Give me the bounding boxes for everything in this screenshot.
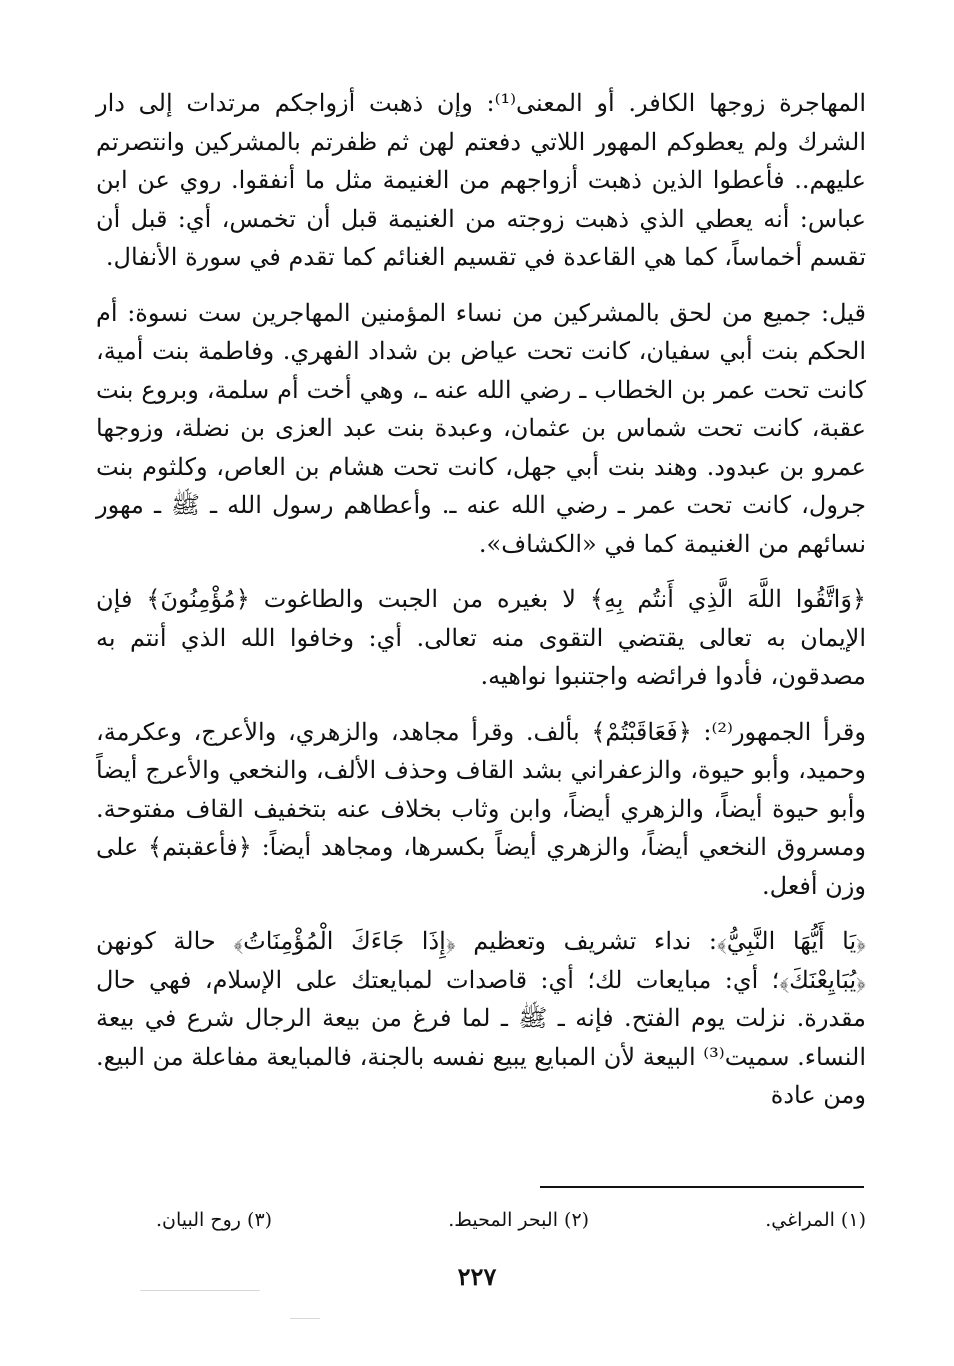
page-number: ٢٢٧	[457, 1262, 497, 1291]
paragraph-1: المهاجرة زوجها الكافر. أو المعنى⁽¹⁾: وإن ذهبت أزواجكم مرتدات إلى دار الشرك ولم يعطوكم المهور اللاتي دفعتم لهن ثم ظفرتم بالمشركين وانتصرتم عليهم.. فأعطوا الذين ذهبت أزواجهم من الغنيمة مثل ما أنفقوا. روي عن ابن عباس: أنه يعطي الذي ذهبت زوجته من الغنيمة قبل أن تخمس، أي: قبل أن تقسم أخماساً، كما هي القاعدة في تقسيم الغنائم كما تقدم في سورة الأنفال.	[96, 89, 867, 271]
paragraph-5: ﴿يَا أَيُّهَا النَّبِيُّ﴾: نداء تشريف وتعظيم ﴿إِذَا جَاءَكَ الْمُؤْمِنَاتُ﴾ حالة كونهن ﴿يُبَايِعْنَكَ﴾؛ أي: مبايعات لك؛ أي: قاصدات لمبايعتك على الإسلام، فهي حال مقدرة. نزلت يوم الفتح. فإنه ـ ﷺ ـ لما فرغ من بيعة الرجال شرع في بيعة النساء. سميت⁽³⁾ البيعة لأن المبايع يبيع نفسه بالجنة، فالمبايعة مفاعلة من البيع. ومن عادة	[96, 927, 866, 1109]
footnote-1: (١) المراغي.	[765, 1209, 866, 1231]
scan-artifact-line	[290, 1318, 320, 1319]
footnote-2: (٢) البحر المحيط.	[448, 1209, 590, 1231]
paragraph-2: قيل: جميع من لحق بالمشركين من نساء المؤمنين المهاجرين ست نسوة: أم الحكم بنت أبي سفيان، كانت تحت عياض بن شداد الفهري. وفاطمة بنت أمية، كانت تحت عمر بن الخطاب ـ رضي الله عنه ـ، وهي أخت أم سلمة، وبروع بنت عقبة، كانت تحت شماس بن عثمان، وعبدة بنت عبد العزى بن نضلة، وزوجها عمرو بن عبدود. وهند بنت أبي جهل، كانت تحت هشام بن العاص، وكلثوم بنت جرول، كانت تحت عمر ـ رضي الله عنه ـ. وأعطاهم رسول الله ـ ﷺ ـ مهور نسائهم من الغنيمة كما في «الكشاف».	[96, 298, 866, 558]
footnotes	[96, 1206, 866, 1234]
page-body	[96, 84, 866, 1132]
paragraph-4: وقرأ الجمهور⁽²⁾: ﴿فَعَاقَبْتُمْ﴾ بألف. وقرأ مجاهد، والزهري، والأعرج، وعكرمة، وحميد، وأبو حيوة، والزعفراني بشد القاف وحذف الألف، والنخعي والأعرج أيضاً وأبو حيوة أيضاً، والزهري أيضاً، وابن وثاب بخلاف عنه بتخفيف القاف مفتوحة. ومسروق النخعي أيضاً، والزهري أيضاً بكسرها، ومجاهد أيضاً: ﴿فأعقبتم﴾ على وزن أفعل.	[96, 717, 866, 900]
paragraph-3: ﴿وَاتَّقُوا اللَّهَ الَّذِي أَنتُم بِهِ﴾ لا بغيره من الجبت والطاغوت ﴿مُؤْمِنُونَ﴾ فإن الإيمان به تعالى يقتضي التقوى منه تعالى. أي: وخافوا الله الذي أنتم به مصدقون، فأدوا فرائضه واجتنبوا نواهيه.	[96, 585, 866, 690]
footnote-divider	[540, 1186, 864, 1188]
footnote-3: (٣) روح البيان.	[156, 1209, 273, 1231]
scan-artifact-line	[140, 1290, 260, 1291]
